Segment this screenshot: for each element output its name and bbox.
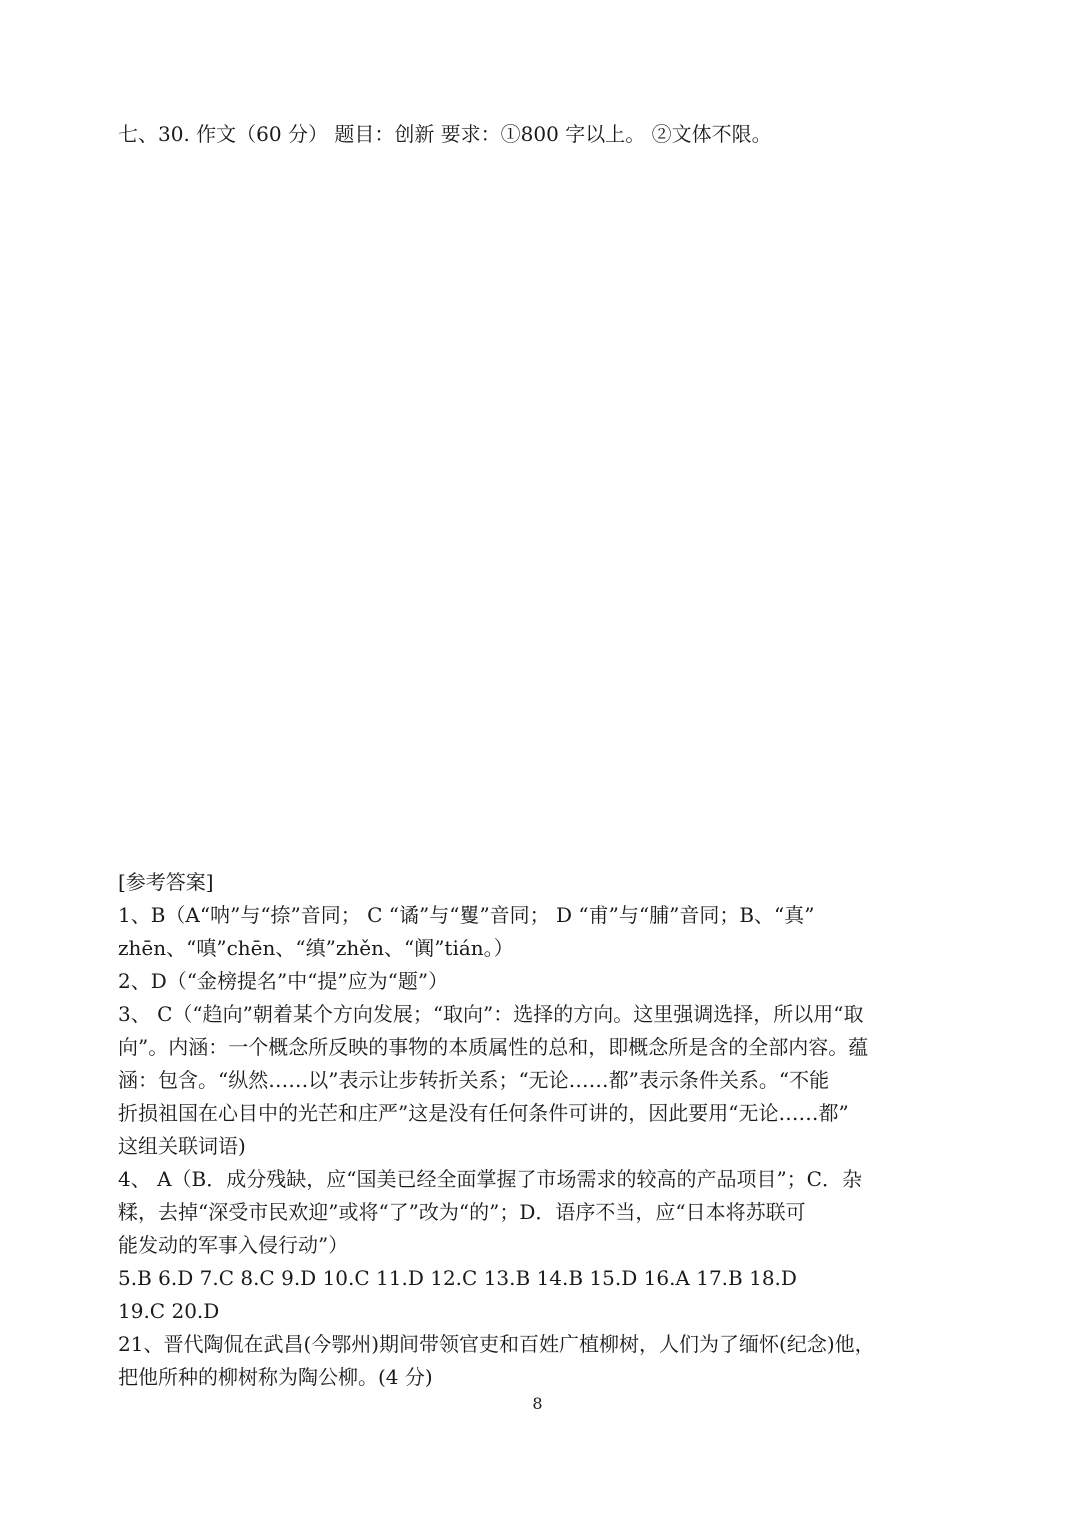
answer-line: 折损祖国在心目中的光芒和庄严”这是没有任何条件可讲的，因此要用“无论……都” xyxy=(118,1101,849,1125)
answer-line: 19.C 20.D xyxy=(118,1299,220,1323)
page-number: 8 xyxy=(532,1394,543,1413)
answer-line: 能发动的军事入侵行动”） xyxy=(118,1233,349,1257)
answer-line: 涵：包含。“纵然……以”表示让步转折关系；“无论……都”表示条件关系。“不能 xyxy=(118,1068,830,1092)
answer-line: 4、 A（B．成分残缺，应“国美已经全面掌握了市场需求的较高的产品项目”；C．杂 xyxy=(118,1167,862,1191)
essay-task: 七、30. 作文（60 分） 题目：创新 要求：①800 字以上。 ②文体不限。 xyxy=(118,122,772,146)
answer-line: 5.B 6.D 7.C 8.C 9.D 10.C 11.D 12.C 13.B 14.B 15.D 16.A 17.B 18.D xyxy=(118,1266,797,1290)
answers-heading: [参考答案] xyxy=(118,870,214,894)
answer-line: zhēn、“嗔”chēn、“缜”zhěn、“阗”tián。） xyxy=(118,936,514,960)
answer-line: 21、晋代陶侃在武昌(今鄂州)期间带领官吏和百姓广植柳树，人们为了缅怀(纪念)他， xyxy=(118,1332,875,1356)
answer-line: 2、D（“金榜提名”中“提”应为“题”） xyxy=(118,969,449,993)
answer-line: 向”。内涵：一个概念所反映的事物的本质属性的总和，即概念所是含的全部内容。蕴 xyxy=(118,1035,869,1059)
answer-line: 把他所种的柳树称为陶公柳。(4 分) xyxy=(118,1365,433,1389)
answer-line: 3、 C（“趋向”朝着某个方向发展；“取向”：选择的方向。这里强调选择，所以用“取 xyxy=(118,1002,864,1026)
answer-line: 这组关联词语) xyxy=(118,1134,246,1158)
answer-line: 1、B（A“呐”与“捺”音同； C “谲”与“矍”音同； D “甫”与“脯”音同；B、“真” xyxy=(118,903,815,927)
answer-line: 糅，去掉“深受市民欢迎”或将“了”改为“的”；D．语序不当，应“日本将苏联可 xyxy=(118,1200,806,1224)
